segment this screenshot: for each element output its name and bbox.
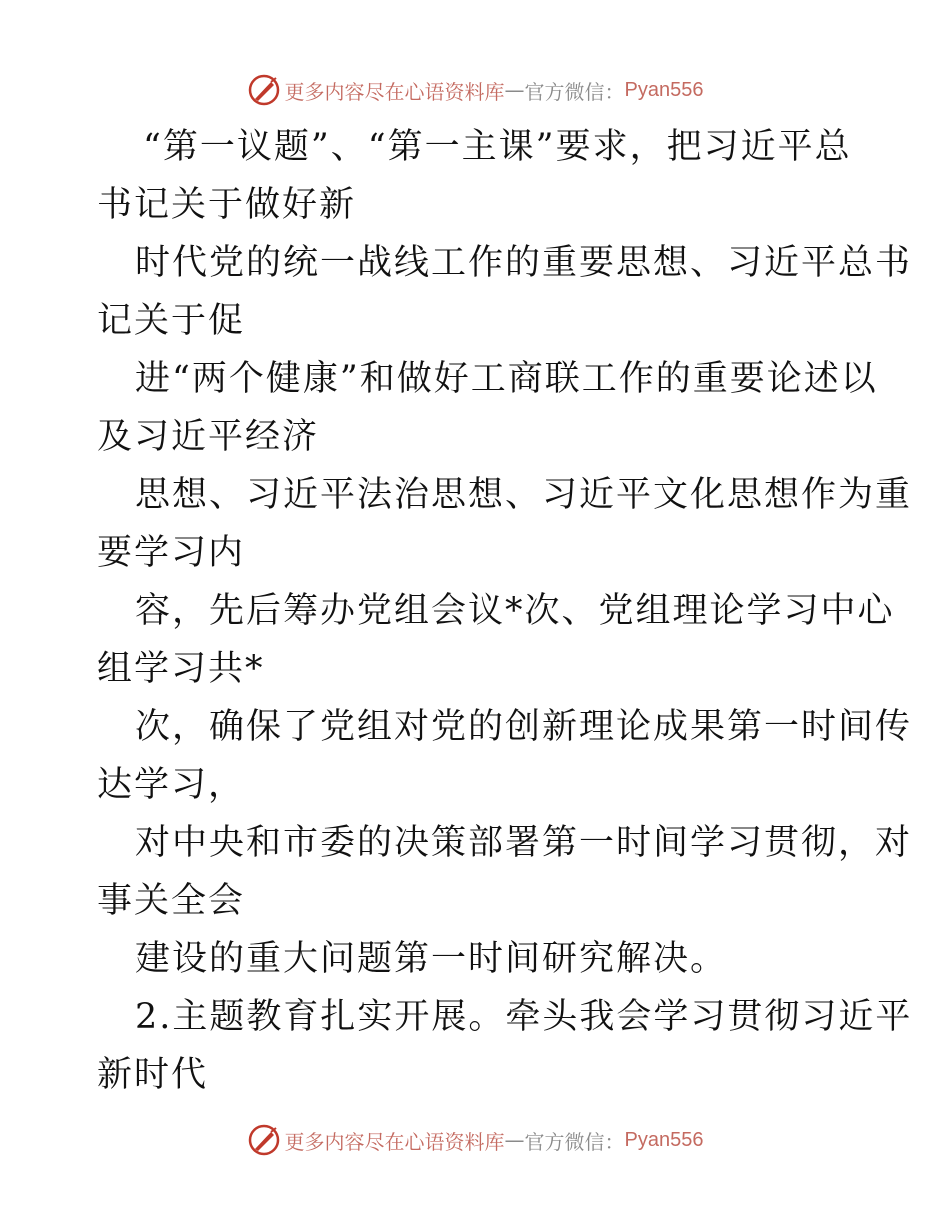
body-line: 达学习，	[97, 765, 246, 805]
quill-pen-logo-icon	[247, 73, 281, 107]
body-line: 次，确保了党组对党的创新理论成果第一时间传	[135, 707, 913, 747]
body-line: 事关全会	[97, 881, 246, 921]
watermark-wechat-id: Pyan556	[624, 78, 704, 101]
body-line: 容，先后筹办党组会议*次、党组理论学习中心	[135, 591, 895, 631]
body-line: 书记关于做好新	[97, 185, 357, 225]
body-line: 对中央和市委的决策部署第一时间学习贯彻，对	[135, 823, 913, 863]
quill-pen-logo-icon	[247, 1123, 281, 1157]
header-watermark	[0, 70, 950, 110]
body-line: 进“两个健康”和做好工商联工作的重要论述以	[135, 359, 878, 399]
body-line: 及习近平经济	[97, 417, 320, 457]
body-line: 要学习内	[97, 533, 246, 573]
body-line: 组学习共*	[97, 649, 265, 689]
watermark-separator: —	[504, 1128, 525, 1152]
watermark-wechat-label: 官方微信：	[524, 1129, 625, 1154]
body-line: 时代党的统一战线工作的重要思想、习近平总书	[135, 243, 913, 283]
body-line: “第一议题”、“第一主课”要求，把习近平总	[143, 127, 852, 167]
body-line: 思想、习近平法治思想、习近平文化思想作为重	[135, 475, 913, 515]
body-line: 新时代	[97, 1055, 209, 1095]
watermark-site-text: 更多内容尽在心语资料库	[284, 79, 505, 104]
watermark-site-text: 更多内容尽在心语资料库	[284, 1129, 505, 1154]
watermark-wechat-label: 官方微信：	[524, 79, 625, 104]
body-line: 建设的重大问题第一时间研究解决。	[135, 939, 728, 979]
document-body	[97, 118, 913, 1104]
watermark-wechat-id: Pyan556	[624, 1128, 704, 1151]
body-line: 2.主题教育扎实开展。牵头我会学习贯彻习近平	[135, 997, 913, 1037]
footer-watermark	[0, 1120, 950, 1160]
body-line: 记关于促	[97, 301, 246, 341]
watermark-separator: —	[504, 78, 525, 102]
